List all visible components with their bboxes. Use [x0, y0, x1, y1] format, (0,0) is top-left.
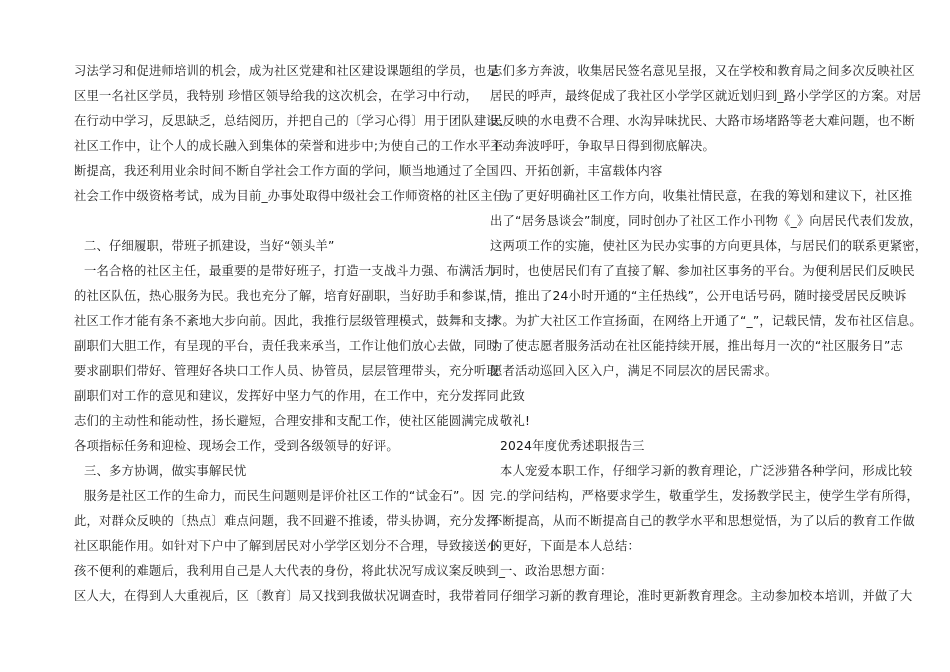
text-line: 的更好，下面是本人总结： — [490, 539, 640, 553]
text-line: 习法学习和促进师培训的机会，成为社区党建和社区建设课题组的学员，也是 — [74, 64, 499, 78]
text-line: 一名合格的社区主任，最重要的是带好班子，打造一支战斗力强、布满活力 — [84, 264, 497, 278]
text-line: 志们的主动性和能动性，扬长避短，合理安排和支配工作，使社区能圆满完成 — [74, 414, 499, 428]
text-line: 愿者活动巡回入区入户，满足不同层次的居民需求。 — [490, 364, 778, 378]
text-line: 求。为扩大社区工作宣扬面，在网络上开通了“_”，记载民情，发布社区信息。 — [490, 314, 922, 328]
section-heading: 一、政治思想方面： — [500, 564, 613, 578]
text-line: 为了使志愿者服务活动在社区能持续开展，推出每月一次的“社区服务日”志 — [490, 339, 904, 353]
text-line: 社区职能作用。如针对下户中了解到居民对小学学区划分不合理，导致接送小 — [74, 539, 499, 553]
text-line: 为了更好明确社区工作方向，收集社情民意，在我的筹划和建议下，社区推 — [500, 189, 913, 203]
text-line: 区里一名社区学员，我特别 珍惜区领导给我的这次机会，在学习中行动， — [74, 89, 479, 103]
closing-line: 敬礼! — [500, 414, 531, 428]
text-line: 志们多方奔波，收集居民签名意见呈报，又在学校和教育局之间多次反映社区 — [490, 64, 915, 78]
text-line: 不断提高，从而不断提高自己的教学水平和思想觉悟，为了以后的教育工作做 — [490, 514, 915, 528]
text-line: 区人大，在得到人大重视后，区〔教育〕局又找到我做状况调查时，我带着同 — [74, 589, 499, 603]
text-line: 断提高，我还利用业余时间不断自学社会工作方面的学问，顺当地通过了全国 — [74, 164, 499, 178]
section-heading: 三、多方协调，做实事解民忧 — [84, 464, 247, 478]
text-line: 这两项工作的实施，使社区为民办实事的方向更具体，与居民们的联系更紧密， — [490, 239, 928, 253]
text-line: 主动奔波呼吁，争取早日得到彻底解决。 — [490, 139, 715, 153]
text-line: 民反映的水电费不合理、水沟异味扰民、大路市场堵路等老大难问题，也不断 — [490, 114, 915, 128]
text-line: 各项指标任务和迎检、现场会工作，受到各级领导的好评。 — [74, 439, 399, 453]
text-line: 孩不便利的难题后，我利用自己是人大代表的身份，将此状况写成议案反映到_ — [74, 564, 506, 578]
text-line: 此，对群众反映的〔热点〕难点问题，我不回避不推诿，带头协调，充分发挥 — [74, 514, 499, 528]
text-line: 情，推出了24小时开通的“主任热线”，公开电话号码，随时接受居民反映诉 — [490, 289, 907, 303]
section-heading: 四、开拓创新，丰富载体内容 — [500, 164, 663, 178]
text-line: 完.的学问结构，严格要求学生，敬重学生，发扬教学民主，使学生学有所得， — [490, 489, 920, 503]
text-line: 的社区队伍，热心服务为民。我也充分了解，培育好副职，当好助手和参谋， — [74, 289, 499, 303]
text-line: 社区工作中，让个人的成长融入到集体的荣誉和进步中;为使自己的工作水平不 — [74, 139, 504, 153]
text-line: 在行动中学习，反思缺乏，总结阅历，并把自己的〔学习心得〕用于团队建设、 — [74, 114, 512, 128]
text-line: 仔细学习新的教育理论，准时更新教育理念。主动参加校本培训，并做了大 — [500, 589, 913, 603]
closing-line: 此致 — [500, 389, 525, 403]
text-line: 居民的呼声，最终促成了我社区小学学区就近划归到_路小学学区的方案。对居 — [490, 89, 922, 103]
text-line: 服务是社区工作的生命力，而民生问题则是评价社区工作的“试金石”。因 — [84, 489, 485, 503]
report-title: 2024年度优秀述职报告三 — [500, 439, 645, 453]
text-line: 副职们对工作的意见和建议，发挥好中坚力气的作用，在工作中，充分发挥同 — [74, 389, 499, 403]
text-line: 要求副职们带好、管理好各块口工作人员、协管员，层层管理带头，充分听取 — [74, 364, 499, 378]
text-line: 本人宠爱本职工作，仔细学习新的教育理论，广泛涉猎各种学问，形成比较 — [500, 464, 913, 478]
text-line: 副职们大胆工作，有呈现的平台，责任我来承当，工作让他们放心去做，同时 — [74, 339, 499, 353]
text-line: 出了“居务恳谈会”制度，同时创办了社区工作小刊物《_》向居民代表们发放， — [490, 214, 922, 228]
text-line: 社区工作才能有条不紊地大步向前。因此，我推行层级管理模式，鼓舞和支持 — [74, 314, 499, 328]
text-line: 同时，也使居民们有了直接了解、参加社区事务的平台。为便利居民们反映民 — [490, 264, 915, 278]
text-line: 社会工作中级资格考试，成为目前_办事处取得中级社会工作师资格的社区主任。 — [74, 189, 518, 203]
section-heading: 二、仔细履职，带班子抓建设，当好“领头羊” — [84, 239, 335, 253]
